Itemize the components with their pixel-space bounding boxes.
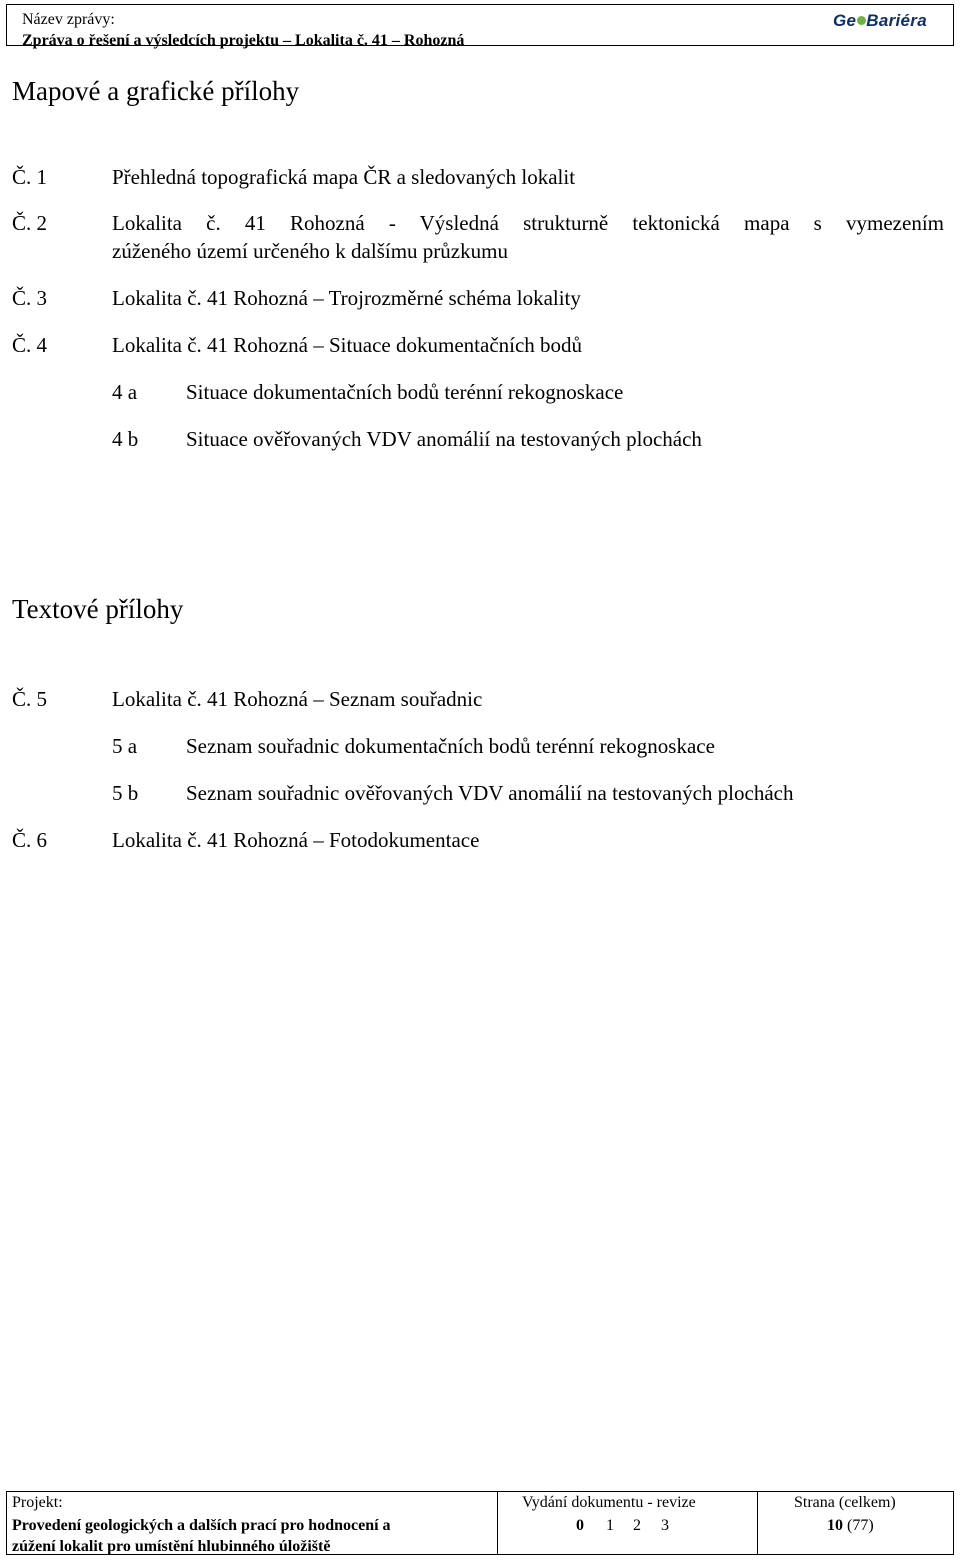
document-footer bbox=[6, 1491, 954, 1555]
page-label: Strana (celkem) bbox=[794, 1494, 896, 1511]
report-name-label: Název zprávy: bbox=[22, 11, 115, 28]
page-number: 10 (77) bbox=[827, 1517, 874, 1534]
item-2-text-line1: Lokalita č. 41 Rohozná - Výsledná strukturně tektonická mapa s vymezením bbox=[112, 211, 944, 235]
revision-3: 3 bbox=[661, 1517, 669, 1534]
revision-1: 1 bbox=[606, 1517, 614, 1534]
item-1-text: Přehledná topografická mapa ČR a sledovaných lokalit bbox=[112, 165, 576, 189]
report-title: Zpráva o řešení a výsledcích projektu – Lokalita č. 41 – Rohozná bbox=[22, 32, 465, 49]
revision-label: Vydání dokumentu - revize bbox=[522, 1494, 696, 1511]
item-4a-text: Situace dokumentačních bodů terénní rekognoskace bbox=[186, 380, 624, 404]
item-5-number: Č. 5 bbox=[12, 687, 48, 711]
item-2-number: Č. 2 bbox=[12, 211, 48, 235]
item-1-number: Č. 1 bbox=[12, 165, 48, 189]
item-4-number: Č. 4 bbox=[12, 333, 48, 357]
item-3-number: Č. 3 bbox=[12, 286, 48, 310]
project-line1: Provedení geologických a dalších prací pro hodnocení a bbox=[12, 1517, 391, 1534]
item-6-text: Lokalita č. 41 Rohozná – Fotodokumentace bbox=[112, 828, 480, 852]
logo-dot-icon bbox=[857, 16, 866, 25]
geobariera-logo: Ge Bariéra bbox=[833, 11, 927, 30]
item-2-text-line2: zúženého území určeného k dalšímu průzkumu bbox=[112, 239, 508, 263]
document-header bbox=[6, 4, 954, 49]
revision-0: 0 bbox=[576, 1517, 584, 1534]
item-5b-number: 5 b bbox=[112, 781, 139, 805]
item-4-text: Lokalita č. 41 Rohozná – Situace dokumentačních bodů bbox=[112, 333, 583, 357]
item-5a-number: 5 a bbox=[112, 734, 138, 758]
item-4a-number: 4 a bbox=[112, 380, 138, 404]
project-line2: zúžení lokalit pro umístění hlubinného úložiště bbox=[12, 1538, 331, 1555]
maps-attachments-heading: Mapové a grafické přílohy bbox=[12, 76, 300, 106]
item-5b-text: Seznam souřadnic ověřovaných VDV anomálií na testovaných plochách bbox=[186, 781, 794, 805]
text-attachments-heading: Textové přílohy bbox=[12, 594, 184, 624]
item-5-text: Lokalita č. 41 Rohozná – Seznam souřadnic bbox=[112, 687, 483, 711]
item-4b-text: Situace ověřovaných VDV anomálií na testovaných plochách bbox=[186, 427, 702, 451]
item-6-number: Č. 6 bbox=[12, 828, 48, 852]
item-4b-number: 4 b bbox=[112, 427, 139, 451]
item-5a-text: Seznam souřadnic dokumentačních bodů terénní rekognoskace bbox=[186, 734, 715, 758]
item-3-text: Lokalita č. 41 Rohozná – Trojrozměrné schéma lokality bbox=[112, 286, 581, 310]
project-label: Projekt: bbox=[12, 1494, 63, 1511]
revision-2: 2 bbox=[633, 1517, 641, 1534]
